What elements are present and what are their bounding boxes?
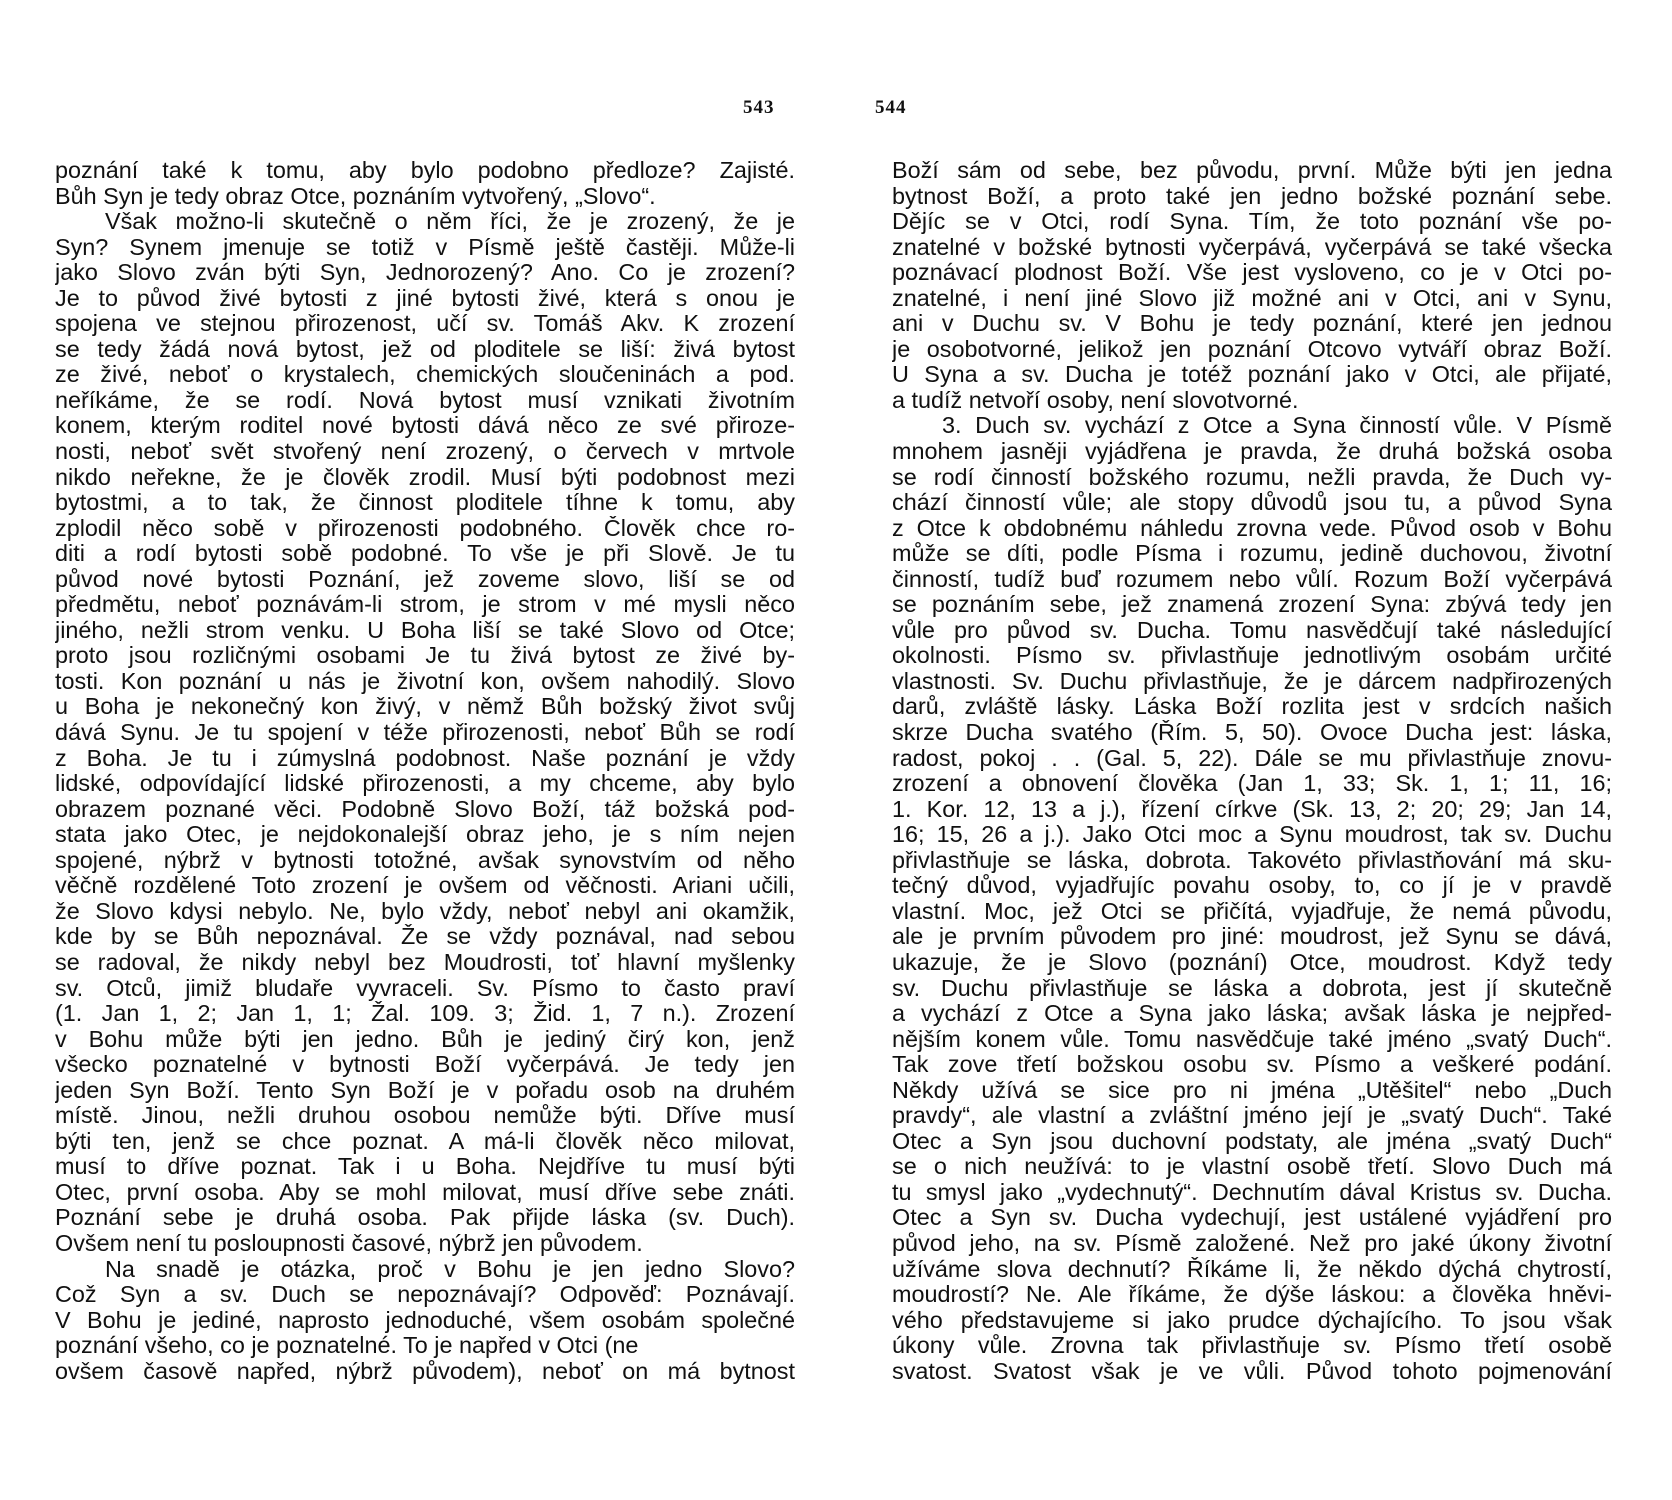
text-line: poznávací plodnost Boží. Vše jest vysloveno, co je v Otci po- <box>892 260 1612 286</box>
text-line: Otec a Syn jsou duchovní podstaty, ale jména „svatý Duch“ <box>892 1128 1612 1154</box>
text-line: 3. Duch sv. vychází z Otce a Syna činností vůle. V Písmě <box>942 413 1612 439</box>
text-line: Dějíc se v Otci, rodí Syna. Tím, že toto poznání vše po- <box>892 209 1612 235</box>
text-line: Syn? Synem jmenuje se totiž v Písmě ještě častěji. Může-li <box>55 234 795 260</box>
text-line: vůle pro původ sv. Ducha. Tomu nasvědčují také následující <box>892 617 1612 643</box>
text-line: sv. Otců, jimiž bludaře vyvraceli. Sv. Písmo to často praví <box>55 975 795 1001</box>
text-line: 16; 15, 26 a j.). Jako Otci moc a Synu moudrost, tak sv. Duchu <box>892 822 1612 848</box>
text-line: Je to původ živé bytosti z jiné bytosti živé, která s onou je <box>55 285 795 311</box>
text-line: moudrostí? Ne. Ale říkáme, že dýše láskou: a člověka hněvi- <box>892 1282 1612 1308</box>
text-line: u Boha je nekonečný kon živý, v němž Bůh božský život svůj <box>55 694 795 720</box>
text-line: kde by se Bůh nepoznával. Že se vždy poznával, nad sebou <box>55 924 795 950</box>
text-line: stata jako Otec, je nejdokonalejší obraz jeho, je s ním nejen <box>55 822 795 848</box>
text-line: věčně rozdělené Toto zrození je ovšem od věčnosti. Ariani učili, <box>55 873 795 899</box>
right-page <box>836 0 1672 1500</box>
text-line: v Bohu může býti jen jedno. Bůh je jediný čirý kon, jenž <box>55 1026 795 1052</box>
text-line: znatelné v božské bytnosti vyčerpává, vyčerpává se také všecka <box>892 234 1612 260</box>
text-line: darů, zvláště lásky. Láska Boží rozlita jest v srdcích našich <box>892 694 1612 720</box>
text-line: se radoval, že nikdy nebyl bez Moudrosti, toť hlavní myšlenky <box>55 949 795 975</box>
text-line: se rodí činností božského rozumu, nežli pravda, že Duch vy- <box>892 464 1612 490</box>
text-line: a tudíž netvoří osoby, není slovotvorné. <box>892 387 1299 413</box>
text-line: Někdy užívá se sice pro ni jména „Utěšitel“ nebo „Duch <box>892 1077 1612 1103</box>
text-line: spojené, nýbrž v bytnosti totožné, avšak synovstvím od něho <box>55 847 795 873</box>
text-line: tu smysl jako „vydechnutý“. Dechnutím dával Kristus sv. Ducha. <box>892 1179 1612 1205</box>
text-line: pravdy“, ale vlastní a zvláštní jméno její je „svatý Duch“. Také <box>892 1103 1612 1129</box>
text-line: se tedy žádá nová bytost, jež od ploditele se liší: živá bytost <box>55 336 795 362</box>
text-line: Na snadě je otázka, proč v Bohu je jen jedno Slovo? <box>105 1256 795 1282</box>
text-line: neříkáme, že se rodí. Nová bytost musí vznikati životním <box>55 387 795 413</box>
text-line: ale je prvním původem pro jiné: moudrost, jež Synu se dává, <box>892 924 1612 950</box>
text-column <box>892 158 1612 1384</box>
text-line: konem, kterým roditel nové bytosti dává něco ze své přiroze- <box>55 413 795 439</box>
text-line: dává Synu. Je tu spojení v téže přirozenosti, neboť Bůh se rodí <box>55 720 795 746</box>
text-line: poznání všeho, co je poznatelné. To je napřed v Otci (ne <box>55 1333 639 1359</box>
text-line: Tak zove třetí božskou osobu sv. Písmo a veškeré podání. <box>892 1052 1612 1078</box>
text-line: předmětu, neboť poznávám-li strom, je strom v mé mysli něco <box>55 592 795 618</box>
text-line: ukazuje, že je Slovo (poznání) Otce, moudrost. Když tedy <box>892 949 1612 975</box>
text-line: zrození a obnovení člověka (Jan 1, 33; Sk. 1, 1; 11, 16; <box>892 771 1612 797</box>
text-column <box>55 158 795 1384</box>
text-line: spojena ve stejnou přirozenost, učí sv. Tomáš Akv. K zrození <box>55 311 795 337</box>
text-line: činností, tudíž buď rozumem nebo vůlí. Rozum Boží vyčerpává <box>892 566 1612 592</box>
text-line: ani v Duchu sv. V Bohu je tedy poznání, které jen jednou <box>892 311 1612 337</box>
text-line: mnohem jasněji vyjádřena je pravda, že druhá božská osoba <box>892 439 1612 465</box>
text-line: sv. Duchu přivlastňuje se láska a dobrota, jest jí skutečně <box>892 975 1612 1001</box>
text-line: býti ten, jenž se chce poznat. A má-li člověk něco milovat, <box>55 1128 795 1154</box>
text-line: znatelné, i není jiné Slovo již možné ani v Otci, ani v Synu, <box>892 285 1612 311</box>
text-line: může se díti, podle Písma i rozumu, jedině duchovou, životní <box>892 541 1612 567</box>
text-line: obrazem poznané věci. Podobně Slovo Boží, táž božská pod- <box>55 796 795 822</box>
text-line: nikdo neřekne, že je člověk zrodil. Musí býti podobnost mezi <box>55 464 795 490</box>
text-line: jeden Syn Boží. Tento Syn Boží je v pořadu osob na druhém <box>55 1077 795 1103</box>
text-line: tečný důvod, vyjadřujíc povahu osoby, to, co jí je v pravdě <box>892 873 1612 899</box>
text-line: se o nich neužívá: to je vlastní osobě třetí. Slovo Duch má <box>892 1154 1612 1180</box>
text-line: jiného, nežli strom venku. U Boha liší se také Slovo od Otce; <box>55 617 795 643</box>
text-line: musí to dříve poznat. Tak i u Boha. Nejdříve tu musí býti <box>55 1154 795 1180</box>
text-line: zplodil něco sobě v přirozenosti podobného. Člověk chce ro- <box>55 515 795 541</box>
text-line: bytostmi, a to tak, že činnost ploditele tíhne k tomu, aby <box>55 490 795 516</box>
text-line: Otec, první osoba. Aby se mohl milovat, musí dříve sebe znáti. <box>55 1179 795 1205</box>
text-line: a vychází z Otce a Syna jako láska; avšak láska je nejpřed- <box>892 1001 1612 1027</box>
text-line: Což Syn a sv. Duch se nepoznávají? Odpověď: Poznávají. <box>55 1282 795 1308</box>
text-line: Bůh Syn je tedy obraz Otce, poznáním vytvořený, „Slovo“. <box>55 183 656 209</box>
text-line: Poznání sebe je druhá osoba. Pak přijde láska (sv. Duch). <box>55 1205 795 1231</box>
text-line: se poznáním sebe, jež znamená zrození Syna: zbývá tedy jen <box>892 592 1612 618</box>
text-line: je osobotvorné, jelikož jen poznání Otcovo vytváří obraz Boží. <box>892 336 1612 362</box>
text-line: Ovšem není tu posloupnosti časové, nýbrž jen původem. <box>55 1230 643 1256</box>
text-line: svatost. Svatost však je ve vůli. Původ tohoto pojmenování <box>892 1358 1612 1384</box>
text-line: přivlastňuje se láska, dobrota. Takovéto přivlastňování má sku- <box>892 847 1612 873</box>
text-line: chází činností vůle; ale stopy důvodů jsou tu, a původ Syna <box>892 490 1612 516</box>
text-line: Však možno-li skutečně o něm říci, že je zrozený, že je <box>105 209 795 235</box>
text-line: ze živé, neboť o krystalech, chemických sloučeninách a pod. <box>55 362 795 388</box>
text-line: U Syna a sv. Ducha je totéž poznání jako v Otci, ale přijaté, <box>892 362 1612 388</box>
text-line: (1. Jan 1, 2; Jan 1, 1; Žal. 109. 3; Žid. 1, 7 n.). Zrození <box>55 1001 795 1027</box>
text-line: Otec a Syn sv. Ducha vydechují, jest ustálené vyjádření pro <box>892 1205 1612 1231</box>
text-line: vlastnosti. Sv. Duchu přivlastňuje, že je dárcem nadpřirozených <box>892 668 1612 694</box>
text-line: Boží sám od sebe, bez původu, první. Může býti jen jedna <box>892 158 1612 183</box>
text-line: nosti, neboť svět stvořený není zrozený, o červech v mrtvole <box>55 439 795 465</box>
text-line: užíváme slova dechnutí? Říkáme li, že někdo dýchá chytrostí, <box>892 1256 1612 1282</box>
page-number: 544 <box>875 97 907 118</box>
text-line: všecko poznatelné v bytnosti Boží vyčerpává. Je tedy jen <box>55 1052 795 1078</box>
text-line: vého představujeme si jako prudce dýchajícího. To jsou však <box>892 1307 1612 1333</box>
text-line: bytnost Boží, a proto také jen jedno božské poznání sebe. <box>892 183 1612 209</box>
text-line: původ jeho, na sv. Písmě založené. Než pro jaké úkony životní <box>892 1230 1612 1256</box>
text-line: že Slovo kdysi nebylo. Ne, bylo vždy, neboť nebyl ani okamžik, <box>55 898 795 924</box>
text-line: poznání také k tomu, aby bylo podobno předloze? Zajisté. <box>55 158 795 183</box>
text-line: radost, pokoj . . (Gal. 5, 22). Dále se mu přivlastňuje znovu- <box>892 745 1612 771</box>
text-line: tosti. Kon poznání u nás je životní kon, ovšem nahodilý. Slovo <box>55 668 795 694</box>
text-line: z Boha. Je tu i zúmyslná podobnost. Naše poznání je vždy <box>55 745 795 771</box>
text-line: původ nové bytosti Poznání, jež zoveme slovo, liší se od <box>55 566 795 592</box>
text-line: lidské, odpovídající lidské přirozenosti, a my chceme, aby bylo <box>55 771 795 797</box>
text-line: skrze Ducha svatého (Řím. 5, 50). Ovoce Ducha jest: láska, <box>892 720 1612 746</box>
text-line: okolnosti. Písmo sv. přivlastňuje jednotlivým osobám určité <box>892 643 1612 669</box>
text-line: úkony vůle. Zrovna tak přivlastňuje sv. Písmo třetí osobě <box>892 1333 1612 1359</box>
text-line: V Bohu je jediné, naprosto jednoduché, všem osobám společné <box>55 1307 795 1333</box>
text-line: proto jsou rozličnými osobami Je tu živá bytost ze živé by- <box>55 643 795 669</box>
text-line: nějším konem vůle. Tomu nasvědčuje také jméno „svatý Duch“. <box>892 1026 1612 1052</box>
page-number: 543 <box>743 97 775 118</box>
text-line: z Otce k obdobnému náhledu zrovna vede. Původ osob v Bohu <box>892 515 1612 541</box>
text-line: diti a rodí bytosti sobě podobné. To vše je při Slově. Je tu <box>55 541 795 567</box>
text-line: ovšem časově napřed, nýbrž původem), neboť on má bytnost <box>55 1358 795 1384</box>
text-line: 1. Kor. 12, 13 a j.), řízení církve (Sk. 13, 2; 20; 29; Jan 14, <box>892 796 1612 822</box>
text-line: místě. Jinou, nežli druhou osobou nemůže býti. Dříve musí <box>55 1103 795 1129</box>
text-line: vlastní. Moc, jež Otci se přičítá, vyjadřuje, že nemá původu, <box>892 898 1612 924</box>
text-line: jako Slovo zván býti Syn, Jednorozený? Ano. Co je zrození? <box>55 260 795 286</box>
